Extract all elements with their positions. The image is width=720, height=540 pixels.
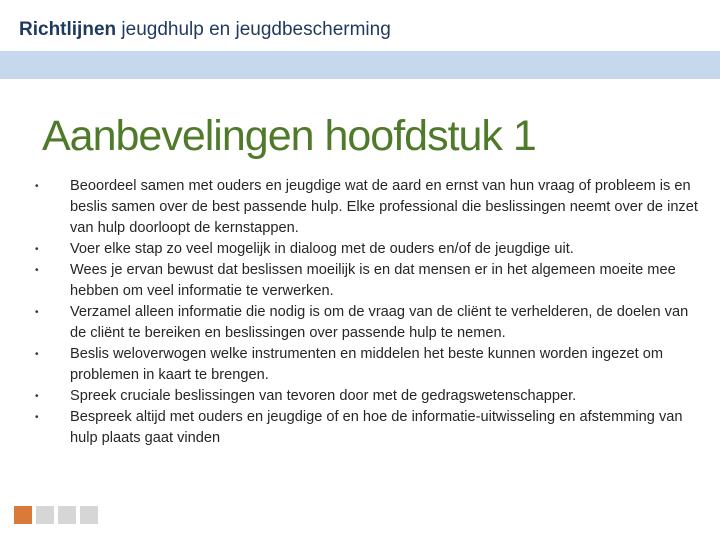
progress-square-4 <box>80 506 98 524</box>
brand-bold: Richtlijnen <box>19 19 117 40</box>
bullet-item <box>32 260 702 302</box>
bullet-list <box>32 176 702 449</box>
bullet-icon: • <box>35 307 39 318</box>
bullet-icon: • <box>35 391 39 402</box>
bullet-item <box>32 407 702 449</box>
progress-square-3 <box>58 506 76 524</box>
bullet-icon: • <box>35 265 39 276</box>
slide-progress-indicator <box>14 506 98 524</box>
bullet-icon: • <box>35 244 39 255</box>
header-stripe <box>0 51 720 79</box>
progress-square-2 <box>36 506 54 524</box>
bullet-text: Verzamel alleen informatie die nodig is om de vraag van de cliënt te verhelderen, de doelen van de cliënt te bereiken en beslissingen over passende hulp te nemen. <box>70 304 689 341</box>
bullet-text: Beslis weloverwogen welke instrumenten en middelen het beste kunnen worden ingezet om problemen in kaart te brengen. <box>70 346 664 383</box>
bullet-icon: • <box>35 349 39 360</box>
progress-square-1 <box>14 506 32 524</box>
bullet-icon: • <box>35 181 39 192</box>
bullet-item <box>32 386 702 407</box>
bullet-text: Wees je ervan bewust dat beslissen moeilijk is en dat mensen er in het algemeen moeite mee hebben om veel informatie te verwerken. <box>70 262 676 299</box>
brand-logo-text <box>19 19 391 41</box>
bullet-text: Beoordeel samen met ouders en jeugdige wat de aard en ernst van hun vraag of probleem is en beslis samen over de best passende hulp. Elke professional die beslissingen neemt over de inzet van hulp doorloopt de kernstappen. <box>70 178 698 236</box>
bullet-item <box>32 302 702 344</box>
slide-title: Aanbevelingen hoofdstuk 1 <box>42 112 536 160</box>
bullet-item <box>32 176 702 239</box>
bullet-icon: • <box>35 412 39 423</box>
bullet-text: Spreek cruciale beslissingen van tevoren door met de gedragswetenschapper. <box>70 388 577 404</box>
brand-rest: jeugdhulp en jeugdbescherming <box>116 19 391 40</box>
bullet-text: Bespreek altijd met ouders en jeugdige of en hoe de informatie-uitwisseling en afstemming van hulp plaats gaat vinden <box>70 409 683 446</box>
bullet-text: Voer elke stap zo veel mogelijk in dialoog met de ouders en/of de jeugdige uit. <box>70 241 574 257</box>
bullet-item <box>32 239 702 260</box>
bullet-item <box>32 344 702 386</box>
